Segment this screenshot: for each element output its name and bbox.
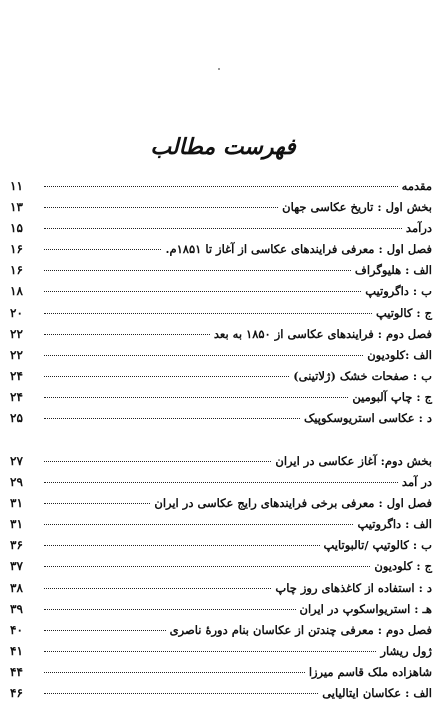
toc-entry-page: ۲۰: [10, 305, 23, 320]
toc-entry: [10, 390, 432, 411]
dot-leader: [44, 249, 161, 250]
dot-leader: [44, 228, 402, 229]
toc-entry: [10, 475, 432, 496]
toc-entry-title: ب : صفحات خشک (ژلاتینی): [293, 368, 432, 383]
toc-entry-title: ج : کلودیون: [374, 559, 432, 574]
toc-entry-title: فصل اول : معرفی برخی فرایندهای رایج عکاسی در ایران: [154, 496, 432, 511]
toc-entry-title: د : استفاده از کاغذهای روز چاپ: [275, 580, 432, 595]
toc-entry-page: ۳۹: [10, 601, 23, 616]
toc-entry-title: بخش اول : تاریخ عکاسی جهان: [282, 200, 432, 215]
toc-entry: [10, 369, 432, 390]
toc-entry: [10, 221, 432, 242]
toc-entry-page: ۲۲: [10, 347, 23, 362]
toc-entry: [10, 665, 432, 686]
toc-section-2: [10, 454, 432, 707]
toc-entry-page: ۲۷: [10, 454, 23, 468]
toc-entry-title: فصل دوم : فرایندهای عکاسی از ۱۸۵۰ به بعد: [213, 326, 432, 341]
toc-entry-page: ۴۴: [10, 664, 23, 679]
toc-entry-title: فصل دوم : معرفی چندتن از عکاسان بنام دورهٔ ناصری: [169, 622, 432, 637]
page-title: فهرست مطالب: [150, 134, 296, 160]
dot-leader: [44, 503, 150, 504]
toc-entry-title: ج : چاپ آلبومین: [352, 389, 432, 404]
toc-entry-page: ۲۵: [10, 411, 23, 426]
toc-entry-title: در آمد: [401, 475, 432, 490]
toc-entry-page: ۳۸: [10, 580, 23, 595]
toc-entry-title: مقدمه: [401, 179, 432, 193]
dot-leader: [44, 566, 370, 567]
toc-entry-title: ج : کالوتیپ: [375, 305, 432, 320]
toc-entry-page: ۱۳: [10, 200, 23, 215]
dot-leader: [44, 482, 398, 483]
toc-entry-page: ۴۱: [10, 643, 23, 658]
toc-entry: [10, 581, 432, 602]
toc-entry-title: ب : کالوتیپ /تالبوتایپ: [323, 538, 432, 553]
toc-entry-title: ژول ریشار: [380, 643, 432, 658]
toc-entry-page: ۲۴: [10, 368, 23, 383]
toc-entry-title: درآمد: [405, 221, 432, 236]
toc-entry: [10, 686, 432, 707]
toc-entry-title: هـ : استریواسکوپ در ایران: [299, 601, 432, 616]
dot-leader: [44, 672, 305, 673]
toc-entry-page: ۲۴: [10, 389, 23, 404]
dot-leader: [44, 355, 363, 356]
dot-leader: [44, 588, 271, 589]
toc-entry-title: فصل اول : معرفی فرایندهای عکاسی از آغاز تا ۱۸۵۱م.: [165, 242, 432, 257]
toc-section-1: [10, 179, 432, 432]
dot-leader: [44, 186, 398, 187]
toc-entry: [10, 200, 432, 221]
toc-entry: [10, 327, 432, 348]
dot-leader: [44, 270, 351, 271]
dot-leader: [44, 545, 320, 546]
toc-entry: [10, 242, 432, 263]
toc-entry-title: الف : عکاسان ایتالیایی: [322, 686, 432, 701]
dot-leader: [44, 291, 361, 292]
toc-entry-page: ۴۶: [10, 686, 23, 701]
toc-entry-title: بخش دوم: آغاز عکاسی در ایران: [275, 454, 432, 468]
toc-entry-page: ۱۵: [10, 221, 23, 236]
toc-entry-title: شاهزاده ملک قاسم میرزا: [308, 664, 432, 679]
dot-leader: [44, 334, 210, 335]
toc-entry-page: ۳۶: [10, 538, 23, 553]
toc-entry-page: ۲۲: [10, 326, 23, 341]
toc-entry: [10, 263, 432, 284]
toc-entry-page: ۱۱: [10, 179, 23, 193]
toc-entry-page: ۴۰: [10, 622, 23, 637]
toc-entry-page: ۳۱: [10, 517, 23, 532]
toc-entry: [10, 517, 432, 538]
dot-leader: [44, 313, 372, 314]
toc-entry-page: ۱۶: [10, 263, 23, 278]
toc-entry: [10, 179, 432, 200]
toc-entry-title: د : عکاسی استریوسکوپیک: [304, 411, 432, 426]
dot-leader: [44, 207, 278, 208]
toc-entry-page: ۱۸: [10, 284, 23, 299]
dot-leader: [44, 418, 300, 419]
toc-entry: [10, 411, 432, 432]
dot-leader: [44, 376, 289, 377]
dot-leader: [44, 524, 353, 525]
toc-entry: [10, 306, 432, 327]
toc-entry-page: ۲۹: [10, 475, 23, 490]
toc-entry: [10, 644, 432, 665]
dot-leader: [44, 461, 271, 462]
dot-leader: [44, 651, 376, 652]
toc-entry-title: الف : داگروتیپ: [357, 517, 432, 532]
toc-entry-page: ۳۷: [10, 559, 23, 574]
dot-leader: [44, 693, 318, 694]
toc-entry: [10, 496, 432, 517]
toc-entry-title: الف : هلیوگراف: [354, 263, 432, 278]
toc-entry: [10, 623, 432, 644]
toc-entry: [10, 348, 432, 369]
dot-leader: [44, 397, 348, 398]
toc-entry-page: ۱۶: [10, 242, 23, 257]
dot-leader: [44, 630, 166, 631]
toc-entry: [10, 284, 432, 305]
toc-entry-title: ب : داگروتیپ: [365, 284, 432, 299]
toc-entry-title: الف :کلودیون: [367, 347, 432, 362]
page-dot: [218, 68, 220, 70]
toc-entry: [10, 454, 432, 475]
dot-leader: [44, 609, 296, 610]
toc-entry-page: ۳۱: [10, 496, 23, 511]
toc-entry: [10, 559, 432, 580]
toc-entry: [10, 602, 432, 623]
toc-entry: [10, 538, 432, 559]
